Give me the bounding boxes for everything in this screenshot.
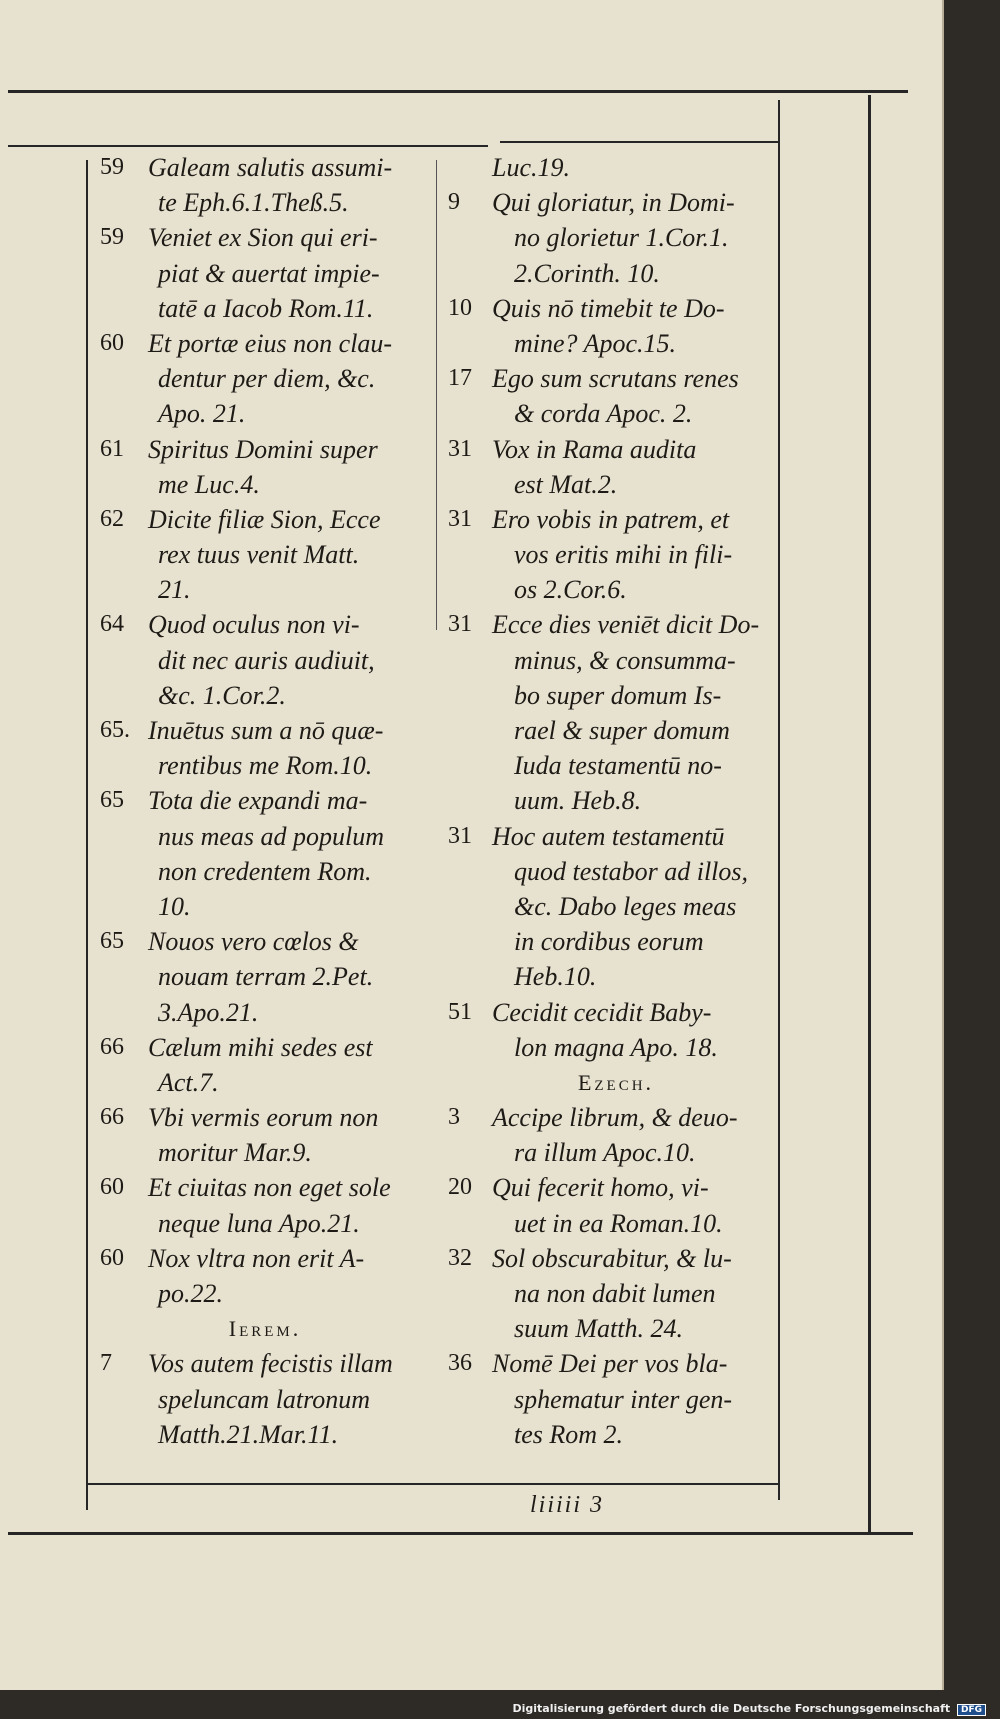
- entry-text-line: Cælum mihi sedes est: [148, 1032, 373, 1062]
- entry-text-line: mine? Apoc.15.: [514, 328, 676, 358]
- verse-entry: [448, 432, 784, 502]
- entry-text-line: Ero vobis in patrem, et: [492, 504, 730, 534]
- entry-text-line: 2.Corinth. 10.: [514, 258, 660, 288]
- entry-first-line: [448, 185, 784, 220]
- entry-text-line: Heb.10.: [514, 962, 597, 992]
- entry-text-line: piat & auertat impie-: [158, 258, 380, 288]
- digitization-credit: [512, 1702, 986, 1716]
- entry-text-line: Quod oculus non vi-: [148, 610, 360, 640]
- entry-first-line: [100, 713, 430, 748]
- entry-first-line: [100, 1100, 430, 1135]
- verse-number: 31: [448, 611, 472, 638]
- entry-text-line: Galeam salutis assumi-: [148, 153, 393, 182]
- verse-entry: [100, 502, 430, 608]
- entry-text-line: dentur per diem, &c.: [158, 364, 376, 394]
- entry-text-line: Dicite filiæ Sion, Ecce: [148, 504, 381, 534]
- top-rule: [8, 90, 908, 93]
- entry-first-line: [448, 432, 784, 467]
- verse-entry: [100, 150, 430, 220]
- entry-text-line: Act.7.: [158, 1067, 219, 1097]
- verse-number: 3: [448, 1104, 460, 1131]
- entry-text-line: Nomē Dei per vos bla-: [492, 1349, 728, 1379]
- column-divider-rule: [436, 160, 437, 630]
- page-signature: liiiii 3: [530, 1492, 605, 1518]
- verse-number: 31: [448, 822, 472, 849]
- entry-text-line: Luc.19.: [492, 153, 570, 182]
- entry-first-line: [100, 220, 430, 255]
- verse-number: 20: [448, 1174, 472, 1201]
- verse-entry: [100, 1100, 430, 1170]
- verse-number: 62: [100, 505, 124, 532]
- entry-text-line: uum. Heb.8.: [514, 786, 642, 816]
- entry-text-line: quod testabor ad illos,: [514, 856, 749, 886]
- entry-text-line: vos eritis mihi in fili-: [514, 540, 733, 570]
- verse-number: 61: [100, 435, 124, 462]
- dfg-logo: DFG: [957, 1704, 986, 1716]
- entry-first-line: [100, 783, 430, 818]
- entry-text-line: Nox vltra non erit A-: [148, 1243, 365, 1273]
- entry-text-line: Nouos vero cœlos &: [148, 927, 359, 957]
- entry-text-line: tes Rom 2.: [514, 1419, 624, 1449]
- verse-entry: [100, 432, 430, 502]
- verse-entry: [100, 783, 430, 924]
- entry-text-line: lon magna Apo. 18.: [514, 1032, 718, 1062]
- verse-entry: [448, 291, 784, 361]
- verse-entry: [448, 819, 784, 995]
- outer-right-rule: [868, 95, 871, 1535]
- verse-number: 60: [100, 1174, 124, 1201]
- entry-text-line: Hoc autem testamentū: [492, 821, 725, 851]
- entry-text-line: Inuētus sum a nō quæ-: [148, 716, 384, 745]
- entry-text-line: Tota die expandi ma-: [148, 786, 368, 816]
- entry-first-line: [100, 924, 430, 959]
- verse-entry: [100, 326, 430, 432]
- entry-text-line: minus, & consumma-: [514, 645, 736, 675]
- entry-text-line: speluncam latronum: [158, 1384, 371, 1414]
- entry-first-line: [448, 1170, 784, 1205]
- verse-number: 59: [100, 224, 124, 251]
- entry-text-line: & corda Apoc. 2.: [514, 399, 693, 429]
- entry-text-line: Cecidit cecidit Baby-: [492, 997, 712, 1027]
- verse-number: 32: [448, 1244, 472, 1271]
- entry-text-line: &c. 1.Cor.2.: [158, 680, 286, 710]
- verse-entry: [100, 713, 430, 783]
- entry-text-line: est Mat.2.: [514, 469, 618, 499]
- credit-text: Digitalisierung gefördert durch die Deutsche Forschungsgemeinschaft: [512, 1702, 951, 1715]
- entry-first-line: [100, 502, 430, 537]
- verse-entry: [100, 220, 430, 326]
- entry-first-line: [448, 1100, 784, 1135]
- verse-entry: [100, 1170, 430, 1240]
- entry-text-line: 21.: [158, 575, 191, 605]
- column-header-rule-left: [8, 145, 488, 147]
- bottom-rule-inner: [86, 1483, 780, 1485]
- entry-first-line: [448, 150, 784, 185]
- left-border-rule: [86, 160, 88, 1510]
- entry-first-line: [100, 1170, 430, 1205]
- entry-first-line: [448, 291, 784, 326]
- section-heading: Ierem.: [228, 1316, 302, 1342]
- entry-text-line: Et portæ eius non clau-: [148, 328, 393, 358]
- entry-text-line: moritur Mar.9.: [158, 1138, 312, 1168]
- entry-text-line: Ecce dies veniēt dicit Do-: [492, 610, 760, 640]
- verse-number: 9: [448, 189, 460, 216]
- verse-number: 65.: [100, 717, 130, 743]
- entry-text-line: Qui gloriatur, in Domi-: [492, 188, 735, 218]
- entry-text-line: me Luc.4.: [158, 469, 260, 499]
- verse-entry: [100, 1241, 430, 1311]
- entry-text-line: nus meas ad populum: [158, 821, 385, 851]
- right-column: [448, 150, 784, 1452]
- entry-first-line: [100, 432, 430, 467]
- entry-first-line: [100, 326, 430, 361]
- entry-text-line: Sol obscurabitur, & lu-: [492, 1243, 732, 1273]
- entry-first-line: [448, 361, 784, 396]
- entry-text-line: non credentem Rom.: [158, 856, 372, 886]
- verse-number: 36: [448, 1350, 472, 1377]
- entry-text-line: sphematur inter gen-: [514, 1384, 733, 1414]
- entry-text-line: Iuda testamentū no-: [514, 751, 722, 781]
- verse-entry: [448, 1346, 784, 1452]
- verse-number: 51: [448, 998, 472, 1025]
- entry-first-line: [100, 1346, 430, 1381]
- verse-entry: [448, 1241, 784, 1347]
- verse-entry: [100, 607, 430, 713]
- verse-entry: [448, 995, 784, 1065]
- entry-text-line: rex tuus venit Matt.: [158, 540, 360, 570]
- verse-number: 64: [100, 611, 124, 638]
- entry-first-line: [448, 1241, 784, 1276]
- verse-number: 60: [100, 1244, 124, 1271]
- verse-number: 65: [100, 928, 124, 955]
- verse-entry: [100, 924, 430, 1030]
- verse-entry: [100, 1346, 430, 1452]
- verse-entry: [448, 185, 784, 291]
- entry-text-line: nouam terram 2.Pet.: [158, 962, 374, 992]
- entry-text-line: Ego sum scrutans renes: [492, 364, 739, 394]
- entry-text-line: Accipe librum, & deuo-: [492, 1103, 738, 1133]
- entry-first-line: [448, 607, 784, 642]
- entry-text-line: os 2.Cor.6.: [514, 575, 627, 605]
- verse-number: [448, 150, 492, 185]
- entry-text-line: Vox in Rama audita: [492, 434, 697, 464]
- entry-text-line: 3.Apo.21.: [158, 997, 259, 1027]
- verse-number: 60: [100, 329, 124, 356]
- entry-text-line: Spiritus Domini super: [148, 434, 378, 464]
- verse-number: 17: [448, 365, 472, 392]
- verse-number: 65: [100, 787, 124, 814]
- entry-text-line: na non dabit lumen: [514, 1279, 716, 1308]
- entry-text-line: Veniet ex Sion qui eri-: [148, 223, 378, 253]
- entry-text-line: po.22.: [158, 1279, 223, 1308]
- entry-first-line: [100, 1030, 430, 1065]
- column-header-rule-right: [500, 141, 780, 143]
- entry-text-line: rael & super domum: [514, 716, 730, 745]
- section-heading: Ezech.: [577, 1069, 655, 1095]
- verse-number: 66: [100, 1033, 124, 1060]
- verse-number: 66: [100, 1104, 124, 1131]
- entry-text-line: neque luna Apo.21.: [158, 1208, 360, 1238]
- entry-text-line: Matth.21.Mar.11.: [158, 1419, 339, 1449]
- entry-first-line: [100, 1241, 430, 1276]
- entry-text-line: ra illum Apoc.10.: [514, 1138, 696, 1168]
- verse-entry: [448, 361, 784, 431]
- entry-text-line: Qui fecerit homo, vi-: [492, 1173, 709, 1203]
- entry-text-line: 10.: [158, 891, 191, 921]
- verse-entry: [448, 1100, 784, 1170]
- entry-first-line: [448, 995, 784, 1030]
- entry-text-line: in cordibus eorum: [514, 927, 704, 957]
- entry-text-line: bo super domum Is-: [514, 680, 722, 710]
- verse-entry: [448, 1170, 784, 1240]
- entry-text-line: rentibus me Rom.10.: [158, 751, 373, 781]
- verse-number: 31: [448, 505, 472, 532]
- entry-text-line: Vbi vermis eorum non: [148, 1103, 379, 1133]
- left-column: [100, 150, 430, 1452]
- entry-first-line: [448, 502, 784, 537]
- verse-number: 7: [100, 1350, 112, 1377]
- entry-text-line: Quis nō timebit te Do-: [492, 293, 725, 323]
- entry-text-line: te Eph.6.1.Theß.5.: [158, 188, 349, 218]
- verse-number: 31: [448, 435, 472, 462]
- entry-first-line: [448, 819, 784, 854]
- entry-first-line: [448, 1346, 784, 1381]
- entry-text-line: &c. Dabo leges meas: [514, 891, 737, 921]
- verse-number: 59: [100, 154, 124, 180]
- entry-text-line: Apo. 21.: [158, 399, 246, 429]
- verse-entry: [448, 607, 784, 818]
- entry-text-line: tatē a Iacob Rom.11.: [158, 293, 374, 323]
- bottom-rule-outer: [8, 1532, 913, 1535]
- entry-text-line: uet in ea Roman.10.: [514, 1208, 723, 1238]
- entry-text-line: suum Matth. 24.: [514, 1314, 683, 1344]
- entry-first-line: [100, 607, 430, 642]
- verse-entry: [448, 502, 784, 608]
- entry-first-line: [100, 150, 430, 185]
- entry-text-line: no glorietur 1.Cor.1.: [514, 223, 729, 253]
- entry-text-line: Vos autem fecistis illam: [148, 1349, 393, 1379]
- verse-entry: [100, 1030, 430, 1100]
- entry-text-line: dit nec auris audiuit,: [158, 645, 375, 675]
- verse-number: 10: [448, 294, 472, 321]
- verse-entry: [448, 150, 784, 185]
- entry-text-line: Et ciuitas non eget sole: [148, 1173, 391, 1203]
